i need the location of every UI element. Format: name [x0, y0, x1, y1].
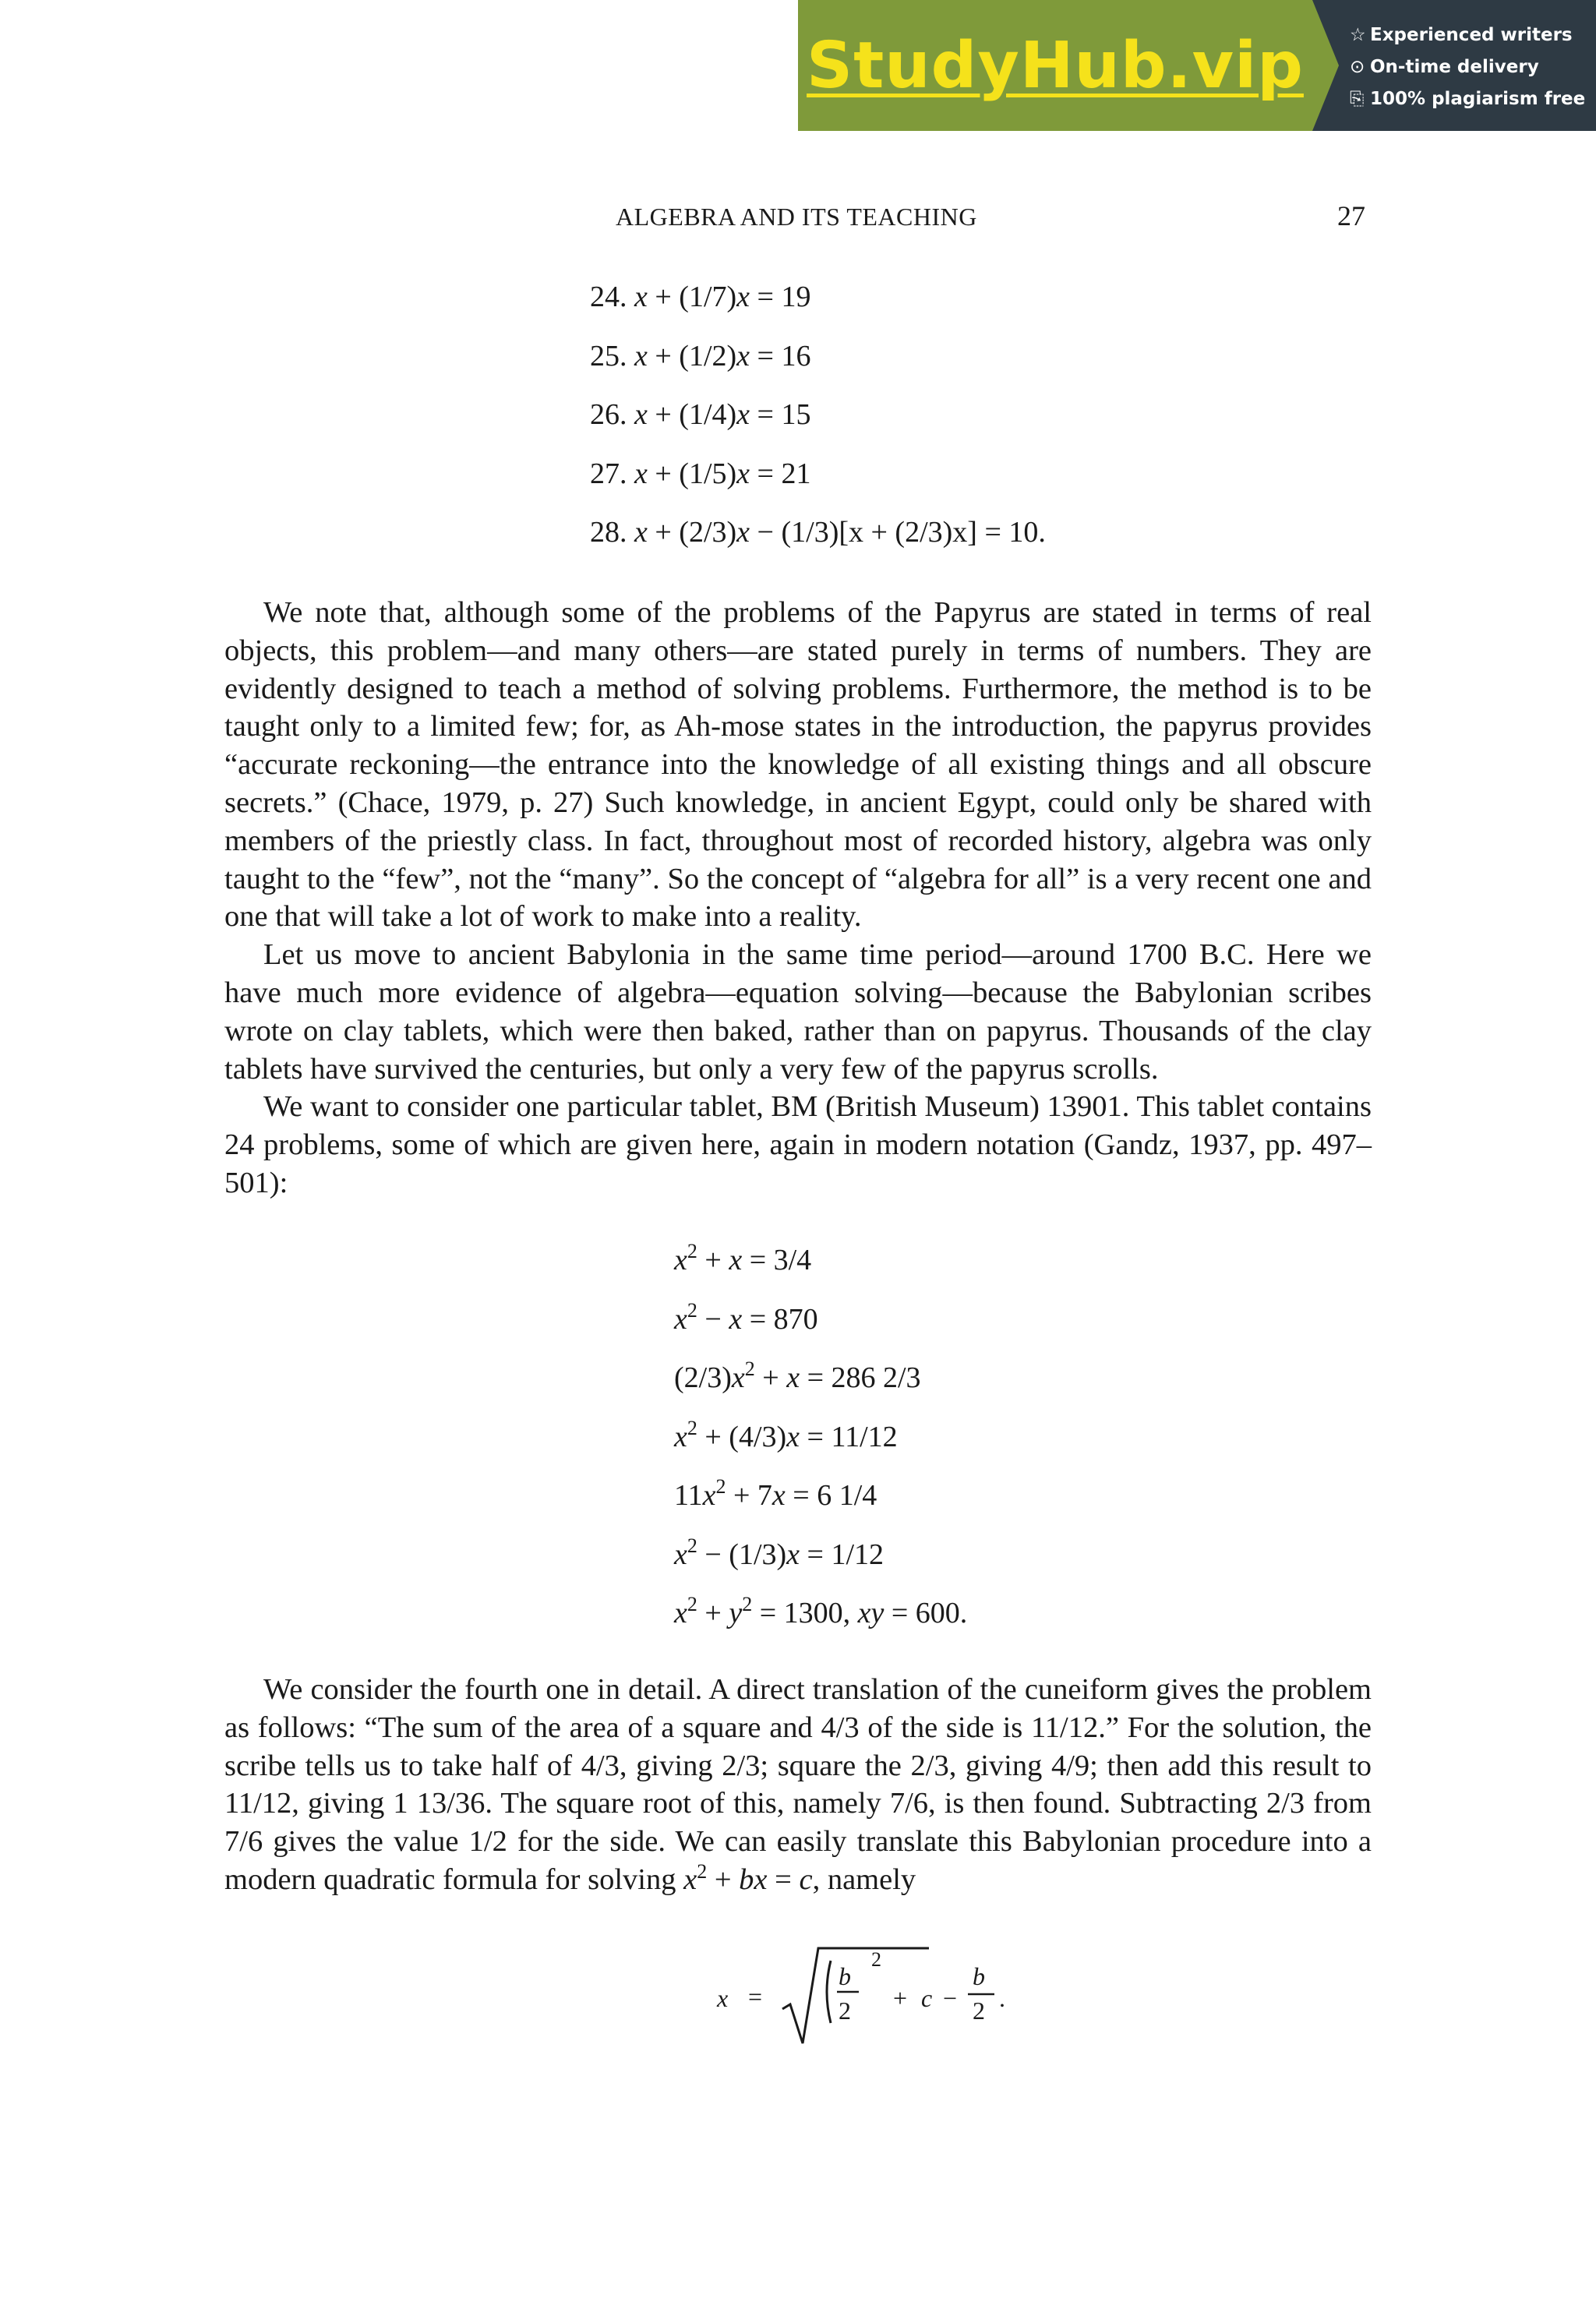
formula-equals: =: [748, 1982, 763, 2011]
problem-equation: 28. x + (2/3)x − (1/3)[x + (2/3)x] = 10.: [590, 516, 1046, 549]
ad-banner[interactable]: [798, 0, 1596, 131]
brand-panel[interactable]: [798, 0, 1312, 131]
copy-document-icon: ⎘: [1350, 88, 1365, 109]
clock-icon: ⊙: [1350, 56, 1365, 77]
paragraph: We want to consider one particular tablet, BM (British Museum) 13901. This tablet contains 24 problems, some of which are given here, again in modern notation (Gandz, 1937, pp. 497–501):: [224, 1090, 1372, 1199]
banner-arrow-shape: [1312, 0, 1339, 131]
tablet-equation: $x^2 + (4/3)x = 11/12$: [674, 1416, 898, 1453]
paragraph: Let us move to ancient Babylonia in the same time period—around 1700 B.C. Here we have much more evidence of algebra—equation solving—because the Babylonian scribes wrote on clay tablets, which were then baked, rather than on papyrus. Thousands of the clay tablets have survived the centuries, but only a very few of the papyrus scrolls.: [224, 938, 1372, 1086]
formula-numerator-b: b: [839, 1962, 851, 1990]
tablet-equation: $x^2 - x = 870$: [674, 1298, 818, 1336]
running-head: ALGEBRA AND ITS TEACHING: [616, 203, 977, 231]
page-number: 27: [1337, 200, 1365, 231]
feature-label: 100% plagiarism free: [1370, 88, 1586, 109]
tablet-equation: $11x^2 + 7x = 6$ 1/4: [674, 1475, 877, 1512]
problem-equation: 26. x + (1/4)x = 15: [590, 398, 811, 431]
radical-sign-icon: [781, 1940, 859, 2050]
feature-item: [1350, 19, 1596, 51]
formula-variable-c: c: [921, 1984, 933, 2012]
formula-plus: +: [893, 1984, 908, 2012]
formula-exponent: 2: [871, 1948, 881, 1971]
paragraph: We consider the fourth one in detail. A direct translation of the cuneiform gives the problem as follows: “The sum of the area of a square and 4/3 of the side is 11/12.” For the solution, the scribe tells us to take half of 4/3, giving 2/3; square the 2/3, giving 4/9; then add this result to 11/12, giving 1 13/36. The square root of this, namely 7/6, is then found. Subtracting 2/3 from 7/6 gives the value 1/2 for the side. We can easily translate this Babylonian procedure into a modern quadratic formula for solving $x^2$ + bx = c, namely: [224, 1673, 1372, 1896]
tablet-equation: $x^2 + y^2 = 1300$, xy = 600.: [674, 1593, 968, 1629]
star-outline-icon: ☆: [1350, 24, 1366, 45]
feature-label: On-time delivery: [1370, 56, 1539, 77]
problem-equation: 25. x + (1/2)x = 16: [590, 339, 811, 372]
feature-item: [1350, 51, 1596, 83]
feature-item: [1350, 83, 1596, 115]
formula-period: .: [999, 1984, 1005, 2012]
formula-variable: x: [717, 1984, 729, 2012]
formula-denominator-2: 2: [973, 1997, 985, 2025]
formula-denominator-2: 2: [839, 1997, 851, 2025]
brand-logo-text[interactable]: StudyHub.vip: [807, 28, 1304, 103]
problem-list: [590, 282, 1046, 577]
formula-numerator-b: b: [973, 1962, 985, 1990]
problem-equation: 27. x + (1/5)x = 21: [590, 457, 811, 490]
tablet-equation-list: [674, 1240, 968, 1658]
radical-bar: [859, 1940, 929, 1956]
tablet-equation: $(2/3)x^2 + x = 286$ 2/3: [674, 1358, 921, 1394]
formula-minus: −: [943, 1984, 958, 2012]
quadratic-formula: [717, 1940, 1044, 2050]
paragraph: We note that, although some of the problems of the Papyrus are stated in terms of real objects, this problem—and many others—are stated purely in terms of numbers. They are evidently designed to teach a method of solving problems. Furthermore, the method is to be taught only to a limited few; for, as Ah-mose states in the introduction, the papyrus provides “accurate reckoning—the entrance into the knowledge of all existing things and all obscure secrets.” (Chace, 1979, p. 27) Such knowledge, in ancient Egypt, could only be shared with members of the priestly class. In fact, throughout most of recorded history, algebra was only taught to the “few”, not the “many”. So the concept of “algebra for all” is a very recent one and one that will take a lot of work to make into a reality.: [224, 596, 1372, 934]
tablet-equation: $x^2 + x = 3/4$: [674, 1240, 812, 1276]
feature-panel: [1312, 0, 1596, 131]
feature-label: Experienced writers: [1370, 24, 1573, 45]
problem-equation: 24. x + (1/7)x = 19: [590, 281, 811, 313]
tablet-equation: $x^2 - (1/3)x = 1/12$: [674, 1534, 885, 1571]
body-text-block: [224, 594, 1372, 1202]
